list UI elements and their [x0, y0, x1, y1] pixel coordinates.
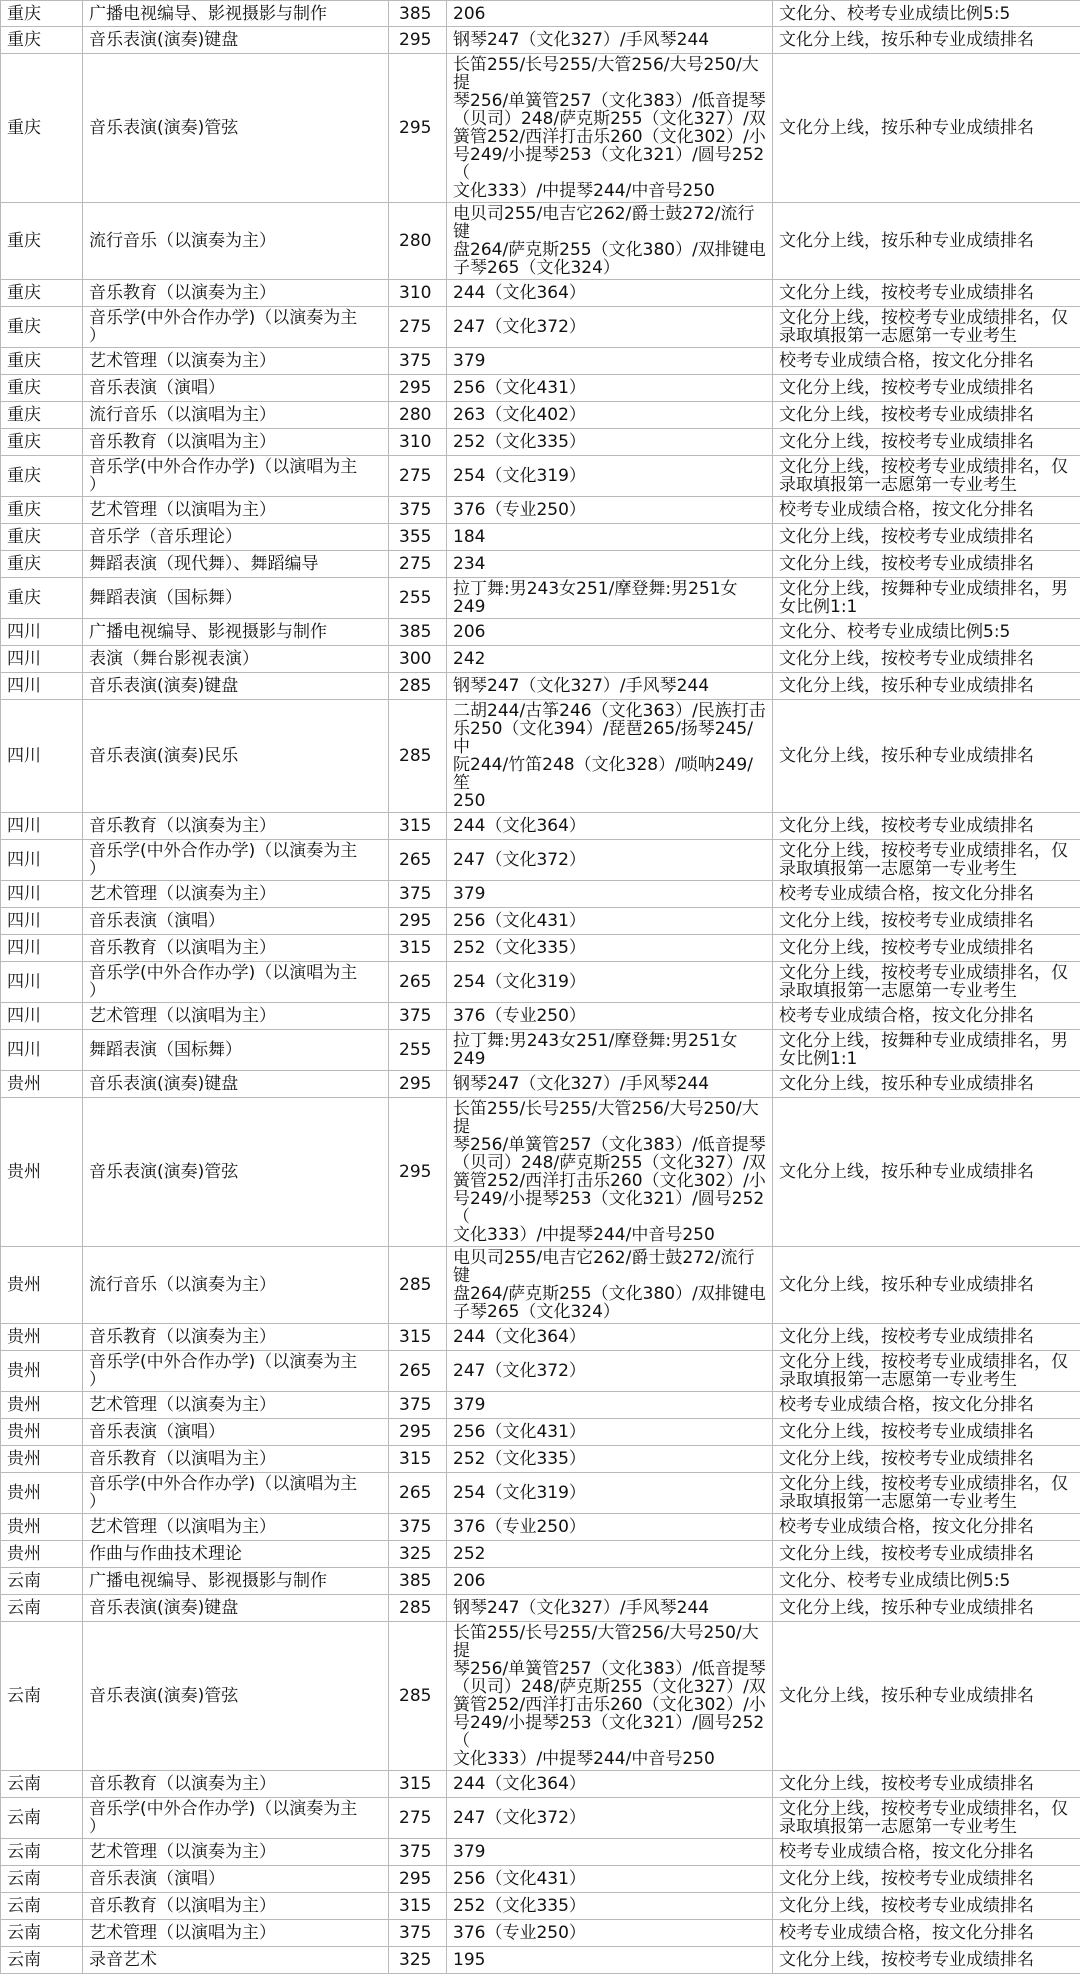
score-cell: 385 [389, 1, 447, 27]
requirement-cell: 钢琴247（文化327）/手风琴244 [447, 1595, 773, 1622]
rule-cell: 文化分上线，按乐种专业成绩排名 [773, 27, 1080, 54]
score-cell: 355 [389, 524, 447, 551]
rule-cell: 文化分上线，按校考专业成绩排名，仅 录取填报第一志愿第一专业考生 [773, 456, 1080, 497]
rule-cell: 文化分上线，按校考专业成绩排名 [773, 908, 1080, 935]
province-cell: 重庆 [1, 348, 83, 375]
rule-cell: 文化分上线，按校考专业成绩排名 [773, 1771, 1080, 1798]
table-row [1, 1446, 1080, 1473]
requirement-cell: 钢琴247（文化327）/手风琴244 [447, 673, 773, 700]
score-cell: 265 [389, 1473, 447, 1514]
rule-cell: 文化分上线，按校考专业成绩排名 [773, 402, 1080, 429]
major-cell: 音乐表演（演唱） [83, 908, 389, 935]
table-row [1, 1419, 1080, 1446]
table-row [1, 619, 1080, 646]
province-cell: 四川 [1, 673, 83, 700]
table-row [1, 1, 1080, 27]
rule-cell: 文化分上线，按校考专业成绩排名，仅 录取填报第一志愿第一专业考生 [773, 1351, 1080, 1392]
requirement-cell: 244（文化364） [447, 280, 773, 307]
rule-cell: 文化分上线，按校考专业成绩排名 [773, 1893, 1080, 1920]
rule-cell: 文化分上线，按校考专业成绩排名 [773, 1446, 1080, 1473]
table-row [1, 1595, 1080, 1622]
score-cell: 385 [389, 619, 447, 646]
major-cell: 艺术管理（以演奏为主） [83, 348, 389, 375]
requirement-cell: 247（文化372） [447, 1351, 773, 1392]
score-cell: 265 [389, 1351, 447, 1392]
score-cell: 275 [389, 456, 447, 497]
major-cell: 艺术管理（以演唱为主） [83, 497, 389, 524]
requirement-cell: 长笛255/长号255/大管256/大号250/大提 琴256/单簧管257（文化383）/低音提琴 （贝司）248/萨克斯255（文化327）/双 簧管252/西洋打击乐260（文化302）/小 号249/小提琴253（文化321）/圆号252（ 文化333）/中提琴244/中音号250 [447, 1622, 773, 1771]
score-cell: 285 [389, 1622, 447, 1771]
table-row [1, 935, 1080, 962]
major-cell: 艺术管理（以演唱为主） [83, 1003, 389, 1030]
score-cell: 255 [389, 578, 447, 619]
requirement-cell: 247（文化372） [447, 840, 773, 881]
province-cell: 四川 [1, 1003, 83, 1030]
rule-cell: 校考专业成绩合格，按文化分排名 [773, 1514, 1080, 1541]
major-cell: 流行音乐（以演奏为主） [83, 203, 389, 280]
rule-cell: 校考专业成绩合格，按文化分排名 [773, 1839, 1080, 1866]
major-cell: 音乐学(中外合作办学)（以演唱为主 ） [83, 1473, 389, 1514]
province-cell: 重庆 [1, 1, 83, 27]
rule-cell: 文化分、校考专业成绩比例5:5 [773, 1, 1080, 27]
rule-cell: 文化分上线，按乐种专业成绩排名 [773, 1071, 1080, 1098]
requirement-cell: 206 [447, 1, 773, 27]
rule-cell: 文化分上线，按乐种专业成绩排名 [773, 1622, 1080, 1771]
score-cell: 375 [389, 1392, 447, 1419]
requirement-cell: 252（文化335） [447, 429, 773, 456]
table-row [1, 307, 1080, 348]
table-row [1, 1839, 1080, 1866]
province-cell: 云南 [1, 1622, 83, 1771]
province-cell: 贵州 [1, 1071, 83, 1098]
major-cell: 音乐学(中外合作办学)（以演唱为主 ） [83, 962, 389, 1003]
province-cell: 重庆 [1, 429, 83, 456]
major-cell: 音乐学(中外合作办学)（以演奏为主 ） [83, 840, 389, 881]
score-cell: 295 [389, 1098, 447, 1247]
major-cell: 音乐学（音乐理论） [83, 524, 389, 551]
table-row [1, 1071, 1080, 1098]
score-cell: 325 [389, 1947, 447, 1974]
table-row [1, 1893, 1080, 1920]
major-cell: 艺术管理（以演唱为主） [83, 1514, 389, 1541]
score-cell: 280 [389, 402, 447, 429]
major-cell: 音乐教育（以演唱为主） [83, 1893, 389, 1920]
rule-cell: 文化分上线，按校考专业成绩排名 [773, 280, 1080, 307]
major-cell: 音乐表演(演奏)管弦 [83, 1622, 389, 1771]
rule-cell: 校考专业成绩合格，按文化分排名 [773, 1392, 1080, 1419]
table-row [1, 962, 1080, 1003]
table-row [1, 54, 1080, 203]
table-body [1, 1, 1080, 1974]
requirement-cell: 379 [447, 1839, 773, 1866]
province-cell: 贵州 [1, 1446, 83, 1473]
score-cell: 310 [389, 429, 447, 456]
table-row [1, 1514, 1080, 1541]
score-cell: 275 [389, 307, 447, 348]
major-cell: 音乐教育（以演唱为主） [83, 1446, 389, 1473]
requirement-cell: 254（文化319） [447, 962, 773, 1003]
province-cell: 四川 [1, 962, 83, 1003]
score-cell: 375 [389, 1514, 447, 1541]
rule-cell: 文化分上线，按校考专业成绩排名 [773, 524, 1080, 551]
major-cell: 音乐表演（演唱） [83, 1419, 389, 1446]
major-cell: 音乐表演(演奏)民乐 [83, 700, 389, 813]
province-cell: 贵州 [1, 1392, 83, 1419]
major-cell: 音乐表演(演奏)键盘 [83, 1595, 389, 1622]
table-row [1, 1866, 1080, 1893]
score-cell: 285 [389, 1595, 447, 1622]
province-cell: 四川 [1, 1030, 83, 1071]
score-cell: 285 [389, 673, 447, 700]
rule-cell: 文化分上线，按校考专业成绩排名 [773, 1419, 1080, 1446]
province-cell: 贵州 [1, 1473, 83, 1514]
table-row [1, 27, 1080, 54]
major-cell: 流行音乐（以演奏为主） [83, 1247, 389, 1324]
requirement-cell: 256（文化431） [447, 1866, 773, 1893]
rule-cell: 校考专业成绩合格，按文化分排名 [773, 497, 1080, 524]
province-cell: 四川 [1, 813, 83, 840]
rule-cell: 文化分上线，按校考专业成绩排名 [773, 375, 1080, 402]
province-cell: 重庆 [1, 578, 83, 619]
table-row [1, 203, 1080, 280]
score-cell: 385 [389, 1568, 447, 1595]
major-cell: 音乐学(中外合作办学)（以演奏为主 ） [83, 1351, 389, 1392]
rule-cell: 校考专业成绩合格，按文化分排名 [773, 881, 1080, 908]
major-cell: 作曲与作曲技术理论 [83, 1541, 389, 1568]
province-cell: 四川 [1, 646, 83, 673]
province-cell: 贵州 [1, 1247, 83, 1324]
score-cell: 300 [389, 646, 447, 673]
province-cell: 四川 [1, 908, 83, 935]
score-cell: 315 [389, 1771, 447, 1798]
requirement-cell: 244（文化364） [447, 1324, 773, 1351]
major-cell: 广播电视编导、影视摄影与制作 [83, 619, 389, 646]
requirement-cell: 376（专业250） [447, 1920, 773, 1947]
rule-cell: 文化分、校考专业成绩比例5:5 [773, 619, 1080, 646]
score-cell: 265 [389, 962, 447, 1003]
major-cell: 音乐教育（以演奏为主） [83, 1324, 389, 1351]
province-cell: 云南 [1, 1839, 83, 1866]
score-cell: 375 [389, 881, 447, 908]
table-row [1, 456, 1080, 497]
score-cell: 280 [389, 203, 447, 280]
rule-cell: 文化分上线，按校考专业成绩排名 [773, 935, 1080, 962]
requirement-cell: 钢琴247（文化327）/手风琴244 [447, 1071, 773, 1098]
rule-cell: 文化分上线，按校考专业成绩排名 [773, 1947, 1080, 1974]
rule-cell: 文化分上线，按校考专业成绩排名 [773, 1866, 1080, 1893]
province-cell: 重庆 [1, 27, 83, 54]
major-cell: 音乐教育（以演奏为主） [83, 1771, 389, 1798]
score-cell: 315 [389, 1446, 447, 1473]
rule-cell: 校考专业成绩合格，按文化分排名 [773, 348, 1080, 375]
province-cell: 重庆 [1, 375, 83, 402]
rule-cell: 文化分上线，按校考专业成绩排名 [773, 1324, 1080, 1351]
rule-cell: 文化分上线，按乐种专业成绩排名 [773, 1595, 1080, 1622]
rule-cell: 文化分上线，按乐种专业成绩排名 [773, 203, 1080, 280]
table-row [1, 840, 1080, 881]
requirement-cell: 242 [447, 646, 773, 673]
table-row [1, 348, 1080, 375]
requirement-cell: 256（文化431） [447, 1419, 773, 1446]
major-cell: 广播电视编导、影视摄影与制作 [83, 1, 389, 27]
score-cell: 295 [389, 1419, 447, 1446]
major-cell: 音乐表演(演奏)管弦 [83, 54, 389, 203]
rule-cell: 文化分上线，按校考专业成绩排名，仅 录取填报第一志愿第一专业考生 [773, 962, 1080, 1003]
table-row [1, 429, 1080, 456]
rule-cell: 文化分上线，按乐种专业成绩排名 [773, 54, 1080, 203]
requirement-cell: 252（文化335） [447, 935, 773, 962]
major-cell: 音乐表演（演唱） [83, 375, 389, 402]
province-cell: 云南 [1, 1866, 83, 1893]
score-cell: 315 [389, 935, 447, 962]
province-cell: 重庆 [1, 54, 83, 203]
requirement-cell: 256（文化431） [447, 908, 773, 935]
rule-cell: 文化分、校考专业成绩比例5:5 [773, 1568, 1080, 1595]
rule-cell: 文化分上线，按乐种专业成绩排名 [773, 1247, 1080, 1324]
province-cell: 云南 [1, 1947, 83, 1974]
requirement-cell: 244（文化364） [447, 1771, 773, 1798]
requirement-cell: 电贝司255/电吉它262/爵士鼓272/流行键 盘264/萨克斯255（文化380）/双排键电 子琴265（文化324） [447, 1247, 773, 1324]
requirement-cell: 376（专业250） [447, 1003, 773, 1030]
province-cell: 四川 [1, 935, 83, 962]
province-cell: 重庆 [1, 402, 83, 429]
major-cell: 艺术管理（以演唱为主） [83, 1920, 389, 1947]
requirement-cell: 252（文化335） [447, 1446, 773, 1473]
requirement-cell: 379 [447, 348, 773, 375]
table-row [1, 524, 1080, 551]
major-cell: 艺术管理（以演奏为主） [83, 881, 389, 908]
rule-cell: 文化分上线，按乐种专业成绩排名 [773, 673, 1080, 700]
requirement-cell: 长笛255/长号255/大管256/大号250/大提 琴256/单簧管257（文化383）/低音提琴 （贝司）248/萨克斯255（文化327）/双 簧管252/西洋打击乐260（文化302）/小 号249/小提琴253（文化321）/圆号252（ 文化333）/中提琴244/中音号250 [447, 54, 773, 203]
table-row [1, 700, 1080, 813]
score-cell: 255 [389, 1030, 447, 1071]
rule-cell: 文化分上线，按校考专业成绩排名 [773, 1541, 1080, 1568]
score-cell: 315 [389, 813, 447, 840]
score-cell: 295 [389, 54, 447, 203]
requirement-cell: 254（文化319） [447, 456, 773, 497]
requirement-cell: 252（文化335） [447, 1893, 773, 1920]
table-row [1, 1771, 1080, 1798]
major-cell: 音乐教育（以演唱为主） [83, 935, 389, 962]
major-cell: 音乐学(中外合作办学)（以演唱为主 ） [83, 456, 389, 497]
table-row [1, 813, 1080, 840]
score-cell: 285 [389, 700, 447, 813]
province-cell: 重庆 [1, 280, 83, 307]
rule-cell: 文化分上线，按乐种专业成绩排名 [773, 1098, 1080, 1247]
province-cell: 贵州 [1, 1098, 83, 1247]
major-cell: 舞蹈表演（现代舞）、舞蹈编导 [83, 551, 389, 578]
province-cell: 重庆 [1, 497, 83, 524]
requirement-cell: 206 [447, 619, 773, 646]
table-row [1, 1392, 1080, 1419]
requirement-cell: 263（文化402） [447, 402, 773, 429]
major-cell: 音乐表演（演唱） [83, 1866, 389, 1893]
province-cell: 重庆 [1, 524, 83, 551]
province-cell: 云南 [1, 1798, 83, 1839]
table-row [1, 673, 1080, 700]
rule-cell: 文化分上线，按舞种专业成绩排名，男 女比例1:1 [773, 1030, 1080, 1071]
major-cell: 艺术管理（以演奏为主） [83, 1839, 389, 1866]
rule-cell: 文化分上线，按校考专业成绩排名，仅 录取填报第一志愿第一专业考生 [773, 1473, 1080, 1514]
table-row [1, 881, 1080, 908]
requirement-cell: 252 [447, 1541, 773, 1568]
rule-cell: 文化分上线，按舞种专业成绩排名，男 女比例1:1 [773, 578, 1080, 619]
score-cell: 315 [389, 1324, 447, 1351]
province-cell: 四川 [1, 840, 83, 881]
rule-cell: 文化分上线，按校考专业成绩排名，仅 录取填报第一志愿第一专业考生 [773, 840, 1080, 881]
table-row [1, 646, 1080, 673]
major-cell: 音乐表演(演奏)键盘 [83, 1071, 389, 1098]
table-row [1, 1568, 1080, 1595]
score-cell: 265 [389, 840, 447, 881]
rule-cell: 校考专业成绩合格，按文化分排名 [773, 1920, 1080, 1947]
table-row [1, 551, 1080, 578]
major-cell: 音乐表演(演奏)键盘 [83, 27, 389, 54]
table-row [1, 1003, 1080, 1030]
province-cell: 贵州 [1, 1324, 83, 1351]
table-row [1, 1247, 1080, 1324]
province-cell: 四川 [1, 881, 83, 908]
table-row [1, 402, 1080, 429]
score-cell: 325 [389, 1541, 447, 1568]
province-cell: 重庆 [1, 551, 83, 578]
score-cell: 285 [389, 1247, 447, 1324]
score-cell: 375 [389, 1003, 447, 1030]
score-cell: 295 [389, 1866, 447, 1893]
table-row [1, 578, 1080, 619]
rule-cell: 文化分上线，按校考专业成绩排名 [773, 646, 1080, 673]
province-cell: 云南 [1, 1568, 83, 1595]
requirement-cell: 195 [447, 1947, 773, 1974]
major-cell: 音乐学(中外合作办学)（以演奏为主 ） [83, 307, 389, 348]
requirement-cell: 244（文化364） [447, 813, 773, 840]
province-cell: 贵州 [1, 1541, 83, 1568]
requirement-cell: 379 [447, 881, 773, 908]
requirement-cell: 376（专业250） [447, 1514, 773, 1541]
province-cell: 贵州 [1, 1351, 83, 1392]
province-cell: 重庆 [1, 307, 83, 348]
province-cell: 贵州 [1, 1514, 83, 1541]
score-cell: 275 [389, 551, 447, 578]
requirement-cell: 拉丁舞:男243女251/摩登舞:男251女249 [447, 578, 773, 619]
requirement-cell: 254（文化319） [447, 1473, 773, 1514]
major-cell: 音乐教育（以演唱为主） [83, 429, 389, 456]
table-row [1, 1324, 1080, 1351]
rule-cell: 文化分上线，按校考专业成绩排名，仅 录取填报第一志愿第一专业考生 [773, 307, 1080, 348]
major-cell: 音乐教育（以演奏为主） [83, 280, 389, 307]
table-row [1, 908, 1080, 935]
rule-cell: 文化分上线，按乐种专业成绩排名 [773, 700, 1080, 813]
score-cell: 375 [389, 1839, 447, 1866]
score-cell: 310 [389, 280, 447, 307]
major-cell: 艺术管理（以演奏为主） [83, 1392, 389, 1419]
requirement-cell: 256（文化431） [447, 375, 773, 402]
table-row [1, 1473, 1080, 1514]
table-row [1, 1798, 1080, 1839]
major-cell: 舞蹈表演（国标舞） [83, 578, 389, 619]
score-cell: 315 [389, 1893, 447, 1920]
major-cell: 舞蹈表演（国标舞） [83, 1030, 389, 1071]
requirement-cell: 247（文化372） [447, 307, 773, 348]
rule-cell: 文化分上线，按校考专业成绩排名，仅 录取填报第一志愿第一专业考生 [773, 1798, 1080, 1839]
rule-cell: 文化分上线，按校考专业成绩排名 [773, 551, 1080, 578]
score-cell: 275 [389, 1798, 447, 1839]
requirement-cell: 206 [447, 1568, 773, 1595]
rule-cell: 校考专业成绩合格，按文化分排名 [773, 1003, 1080, 1030]
table-row [1, 1947, 1080, 1974]
table-row [1, 1030, 1080, 1071]
province-cell: 重庆 [1, 456, 83, 497]
major-cell: 录音艺术 [83, 1947, 389, 1974]
major-cell: 广播电视编导、影视摄影与制作 [83, 1568, 389, 1595]
table-row [1, 1541, 1080, 1568]
table-row [1, 1622, 1080, 1771]
major-cell: 音乐教育（以演奏为主） [83, 813, 389, 840]
major-cell: 流行音乐（以演唱为主） [83, 402, 389, 429]
requirement-cell: 钢琴247（文化327）/手风琴244 [447, 27, 773, 54]
requirement-cell: 234 [447, 551, 773, 578]
rule-cell: 文化分上线，按校考专业成绩排名 [773, 429, 1080, 456]
requirement-cell: 247（文化372） [447, 1798, 773, 1839]
score-cell: 295 [389, 375, 447, 402]
requirement-cell: 379 [447, 1392, 773, 1419]
province-cell: 重庆 [1, 203, 83, 280]
table-row [1, 1920, 1080, 1947]
score-cell: 375 [389, 348, 447, 375]
table-row [1, 1351, 1080, 1392]
score-cell: 295 [389, 1071, 447, 1098]
requirement-cell: 二胡244/古筝246（文化363）/民族打击 乐250（文化394）/琵琶265/扬琴245/中 阮244/竹笛248（文化328）/唢呐249/笙 250 [447, 700, 773, 813]
table-row [1, 1098, 1080, 1247]
major-cell: 表演（舞台影视表演） [83, 646, 389, 673]
province-cell: 云南 [1, 1893, 83, 1920]
score-cell: 295 [389, 27, 447, 54]
rule-cell: 文化分上线，按校考专业成绩排名 [773, 813, 1080, 840]
requirement-cell: 拉丁舞:男243女251/摩登舞:男251女249 [447, 1030, 773, 1071]
table-row [1, 280, 1080, 307]
province-cell: 贵州 [1, 1419, 83, 1446]
requirement-cell: 长笛255/长号255/大管256/大号250/大提 琴256/单簧管257（文化383）/低音提琴 （贝司）248/萨克斯255（文化327）/双 簧管252/西洋打击乐260（文化302）/小 号249/小提琴253（文化321）/圆号252（ 文化333）/中提琴244/中音号250 [447, 1098, 773, 1247]
major-cell: 音乐表演(演奏)管弦 [83, 1098, 389, 1247]
requirement-cell: 376（专业250） [447, 497, 773, 524]
province-cell: 云南 [1, 1920, 83, 1947]
score-cell: 295 [389, 908, 447, 935]
score-cell: 375 [389, 1920, 447, 1947]
province-cell: 四川 [1, 619, 83, 646]
major-cell: 音乐表演(演奏)键盘 [83, 673, 389, 700]
table-row [1, 497, 1080, 524]
province-cell: 云南 [1, 1595, 83, 1622]
major-cell: 音乐学(中外合作办学)（以演奏为主 ） [83, 1798, 389, 1839]
province-cell: 四川 [1, 700, 83, 813]
table-row [1, 375, 1080, 402]
score-cell: 375 [389, 497, 447, 524]
requirement-cell: 184 [447, 524, 773, 551]
province-cell: 云南 [1, 1771, 83, 1798]
requirement-cell: 电贝司255/电吉它262/爵士鼓272/流行键 盘264/萨克斯255（文化380）/双排键电 子琴265（文化324） [447, 203, 773, 280]
